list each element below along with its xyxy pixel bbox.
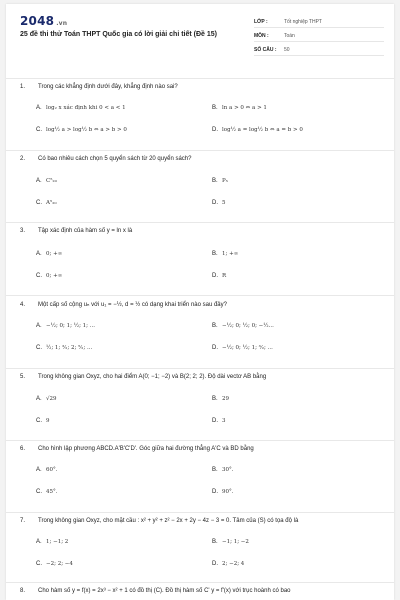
option-b[interactable]: B. 29 — [212, 396, 229, 402]
option-c[interactable]: C. log½ a > log½ b ⇔ a > b > 0 — [36, 127, 127, 133]
option-b[interactable]: B. P₅ — [212, 178, 228, 184]
document-title: 25 đề thi thử Toán THPT Quốc gia có lời giải chi tiết (Đề 15) — [20, 31, 217, 38]
question-text: 3. Tập xác định của hàm số y = ln x là — [20, 228, 133, 234]
question-5 — [6, 368, 394, 439]
meta-key: SỐ CÂU : — [254, 46, 277, 53]
option-a[interactable]: A. 0; +∞ — [36, 251, 63, 257]
question-2 — [6, 150, 394, 221]
option-c[interactable]: C. −2; 2; −4 — [36, 561, 73, 567]
option-d[interactable]: D. R — [212, 273, 227, 279]
meta-key: LỚP : — [254, 18, 268, 25]
question-4 — [6, 295, 394, 366]
meta-class-row — [254, 16, 384, 28]
meta-subject-row — [254, 30, 384, 42]
document-meta — [254, 16, 384, 58]
option-d[interactable]: D. log½ a = log½ b ⇔ a = b > 0 — [212, 127, 303, 133]
option-a[interactable]: A. C⁵₂₀ — [36, 178, 57, 184]
option-b[interactable]: B. −½; 0; ½; 0; −½... — [212, 323, 274, 329]
site-logo[interactable]: 2048 .vn — [20, 14, 68, 28]
option-d[interactable]: D. 90°. — [212, 489, 234, 495]
option-d[interactable]: D. 5 — [212, 200, 226, 206]
question-text: 2. Có bao nhiêu cách chọn 5 quyển sách từ 20 quyển sách? — [20, 156, 192, 162]
document-header — [6, 4, 394, 60]
document-page — [6, 4, 394, 600]
question-text: 5. Trong không gian Oxyz, cho hai điểm A(0; −1; −2) và B(2; 2; 2). Độ dài vectơ AB bằng — [20, 374, 267, 380]
option-a[interactable]: A. 1; −1; 2 — [36, 539, 69, 545]
option-b[interactable]: B. −1; 1; −2 — [212, 539, 249, 545]
option-d[interactable]: D. 3 — [212, 418, 226, 424]
question-text: 6. Cho hình lập phương ABCD.A'B'C'D'. Góc giữa hai đường thẳng A'C và BD bằng — [20, 446, 254, 452]
option-a[interactable]: A. log₂ x xác định khi 0 < a < 1 — [36, 105, 126, 111]
meta-value: 50 — [284, 46, 290, 53]
option-d[interactable]: D. −½; 0; ½; 1; ³⁄₂; ... — [212, 345, 273, 351]
meta-value: Tốt nghiệp THPT — [284, 18, 322, 25]
question-7 — [6, 512, 394, 581]
option-c[interactable]: C. 9 — [36, 418, 50, 424]
option-c[interactable]: C. A⁵₂₀ — [36, 200, 57, 206]
question-3 — [6, 222, 394, 293]
question-text: 8. Cho hàm số y = f(x) = 2x³ − x² + 1 có đồ thị (C). Đồ thị hàm số C' y = f'(x) với trục hoành có bao — [20, 588, 291, 594]
meta-value: Toán — [284, 32, 295, 39]
question-text: 1. Trong các khẳng định dưới đây, khẳng định nào sai? — [20, 84, 178, 90]
option-a[interactable]: A. 60°. — [36, 467, 58, 473]
option-b[interactable]: B. 1; +∞ — [212, 251, 239, 257]
question-8 — [6, 582, 394, 600]
meta-key: MÔN : — [254, 32, 269, 39]
option-b[interactable]: B. 30°. — [212, 467, 234, 473]
meta-count-row — [254, 44, 384, 56]
option-a[interactable]: A. √29 — [36, 396, 57, 402]
question-text: 4. Một cấp số cộng uₙ với u₁ = −½, d = ½ có dạng khai triển nào sau đây? — [20, 302, 227, 308]
question-text: 7. Trong không gian Oxyz, cho mặt cầu : x² + y² + z² − 2x + 2y − 4z − 3 = 0. Tâm của (S) có tọa độ là — [20, 518, 299, 524]
option-a[interactable]: A. −½; 0; 1; ½; 1; ... — [36, 323, 96, 329]
option-d[interactable]: D. 2; −2; 4 — [212, 561, 245, 567]
option-c[interactable]: C. 45°. — [36, 489, 58, 495]
question-6 — [6, 440, 394, 511]
option-c[interactable]: C. 0; +∞ — [36, 273, 63, 279]
question-1 — [6, 78, 394, 149]
option-b[interactable]: B. ln a > 0 ⇔ a > 1 — [212, 105, 267, 111]
option-c[interactable]: C. ½; 1; ³⁄₂; 2; ⁵⁄₂; ... — [36, 345, 93, 351]
